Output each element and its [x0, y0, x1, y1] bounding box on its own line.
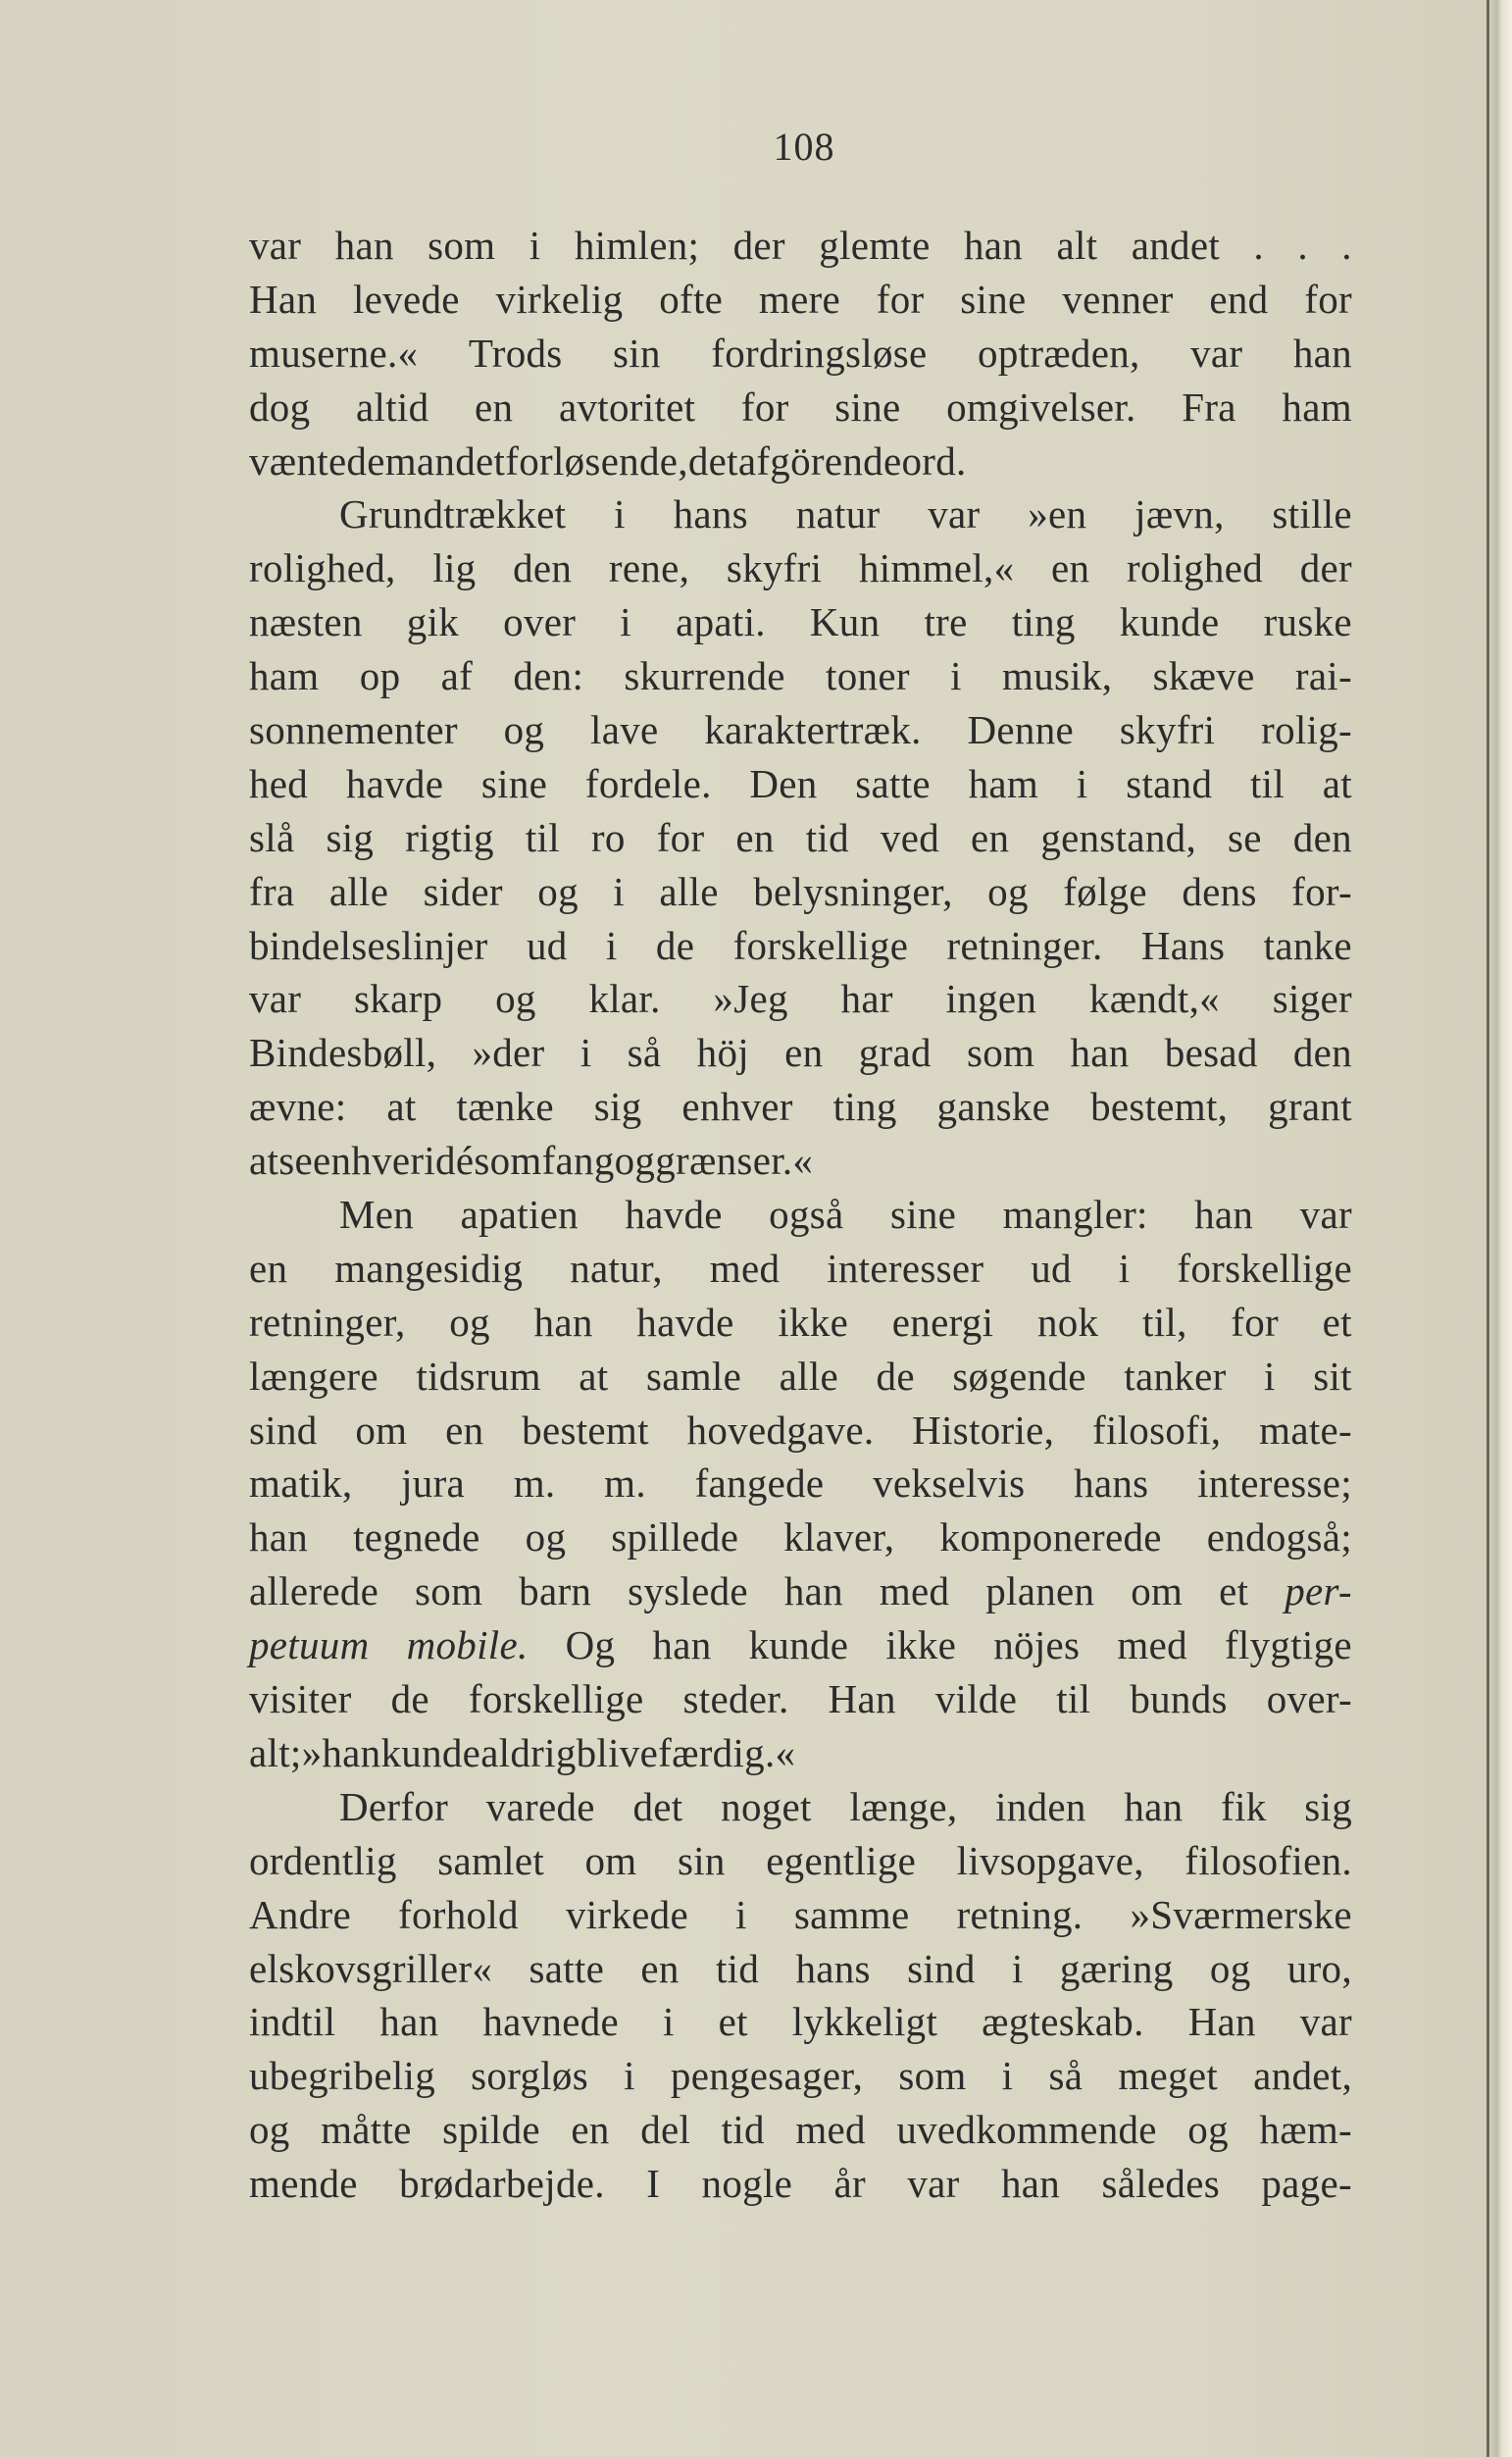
text-line: elskovsgriller« satte en tid hans sind i gæring og uro, [249, 1945, 1352, 1991]
text-line: Han levede virkelig ofte mere for sine venner end for [249, 276, 1352, 322]
text-line: var han som i himlen; der glemte han alt andet . . . [249, 223, 1352, 268]
text-line: længere tidsrum at samle alle de søgende tanker i sit [249, 1353, 1352, 1399]
text-line: Bindesbøll, »der i så höj en grad som han besad den [249, 1030, 1352, 1076]
text-line: alt; »han kunde aldrig blive færdig.« [249, 1729, 796, 1775]
text-line: Grundtrækket i hans natur var »en jævn, stille [339, 491, 1352, 537]
text-line: væntede man det forløsende, det afgörende ord. [249, 437, 967, 484]
text-line: en mangesidig natur, med interesser ud i forskellige [249, 1245, 1352, 1291]
text-line: indtil han havnede i et lykkeligt ægteskab. Han var [249, 1999, 1352, 2045]
text-line: Andre forhold virkede i samme retning. »Sværmerske [249, 1891, 1352, 1937]
text-line: visiter de forskellige steder. Han vilde til bunds over- [249, 1676, 1352, 1722]
text-line: bindelseslinjer ud i de forskellige retninger. Hans tanke [249, 922, 1352, 968]
text-line: matik, jura m. m. fangede vekselvis hans interesse; [249, 1460, 1352, 1507]
text-line: var skarp og klar. »Jeg har ingen kændt,« siger [249, 976, 1352, 1022]
text-line: petuum mobile. Og han kunde ikke nöjes med flygtige [249, 1622, 1352, 1668]
text-line: sind om en bestemt hovedgave. Historie, filosofi, mate- [249, 1407, 1352, 1453]
text-line: ubegribelig sorgløs i pengesager, som i så meget andet, [249, 2053, 1352, 2099]
text-line: han tegnede og spillede klaver, komponerede endogså; [249, 1514, 1352, 1561]
text-line: og måtte spilde en del tid med uvedkommende og hæm- [249, 2107, 1352, 2153]
text-line: ordentlig samlet om sin egentlige livsopgave, filosofien. [249, 1837, 1352, 1883]
text-line: dog altid en avtoritet for sine omgivelser. Fra ham [249, 384, 1352, 430]
text-line: rolighed, lig den rene, skyfri himmel,« en rolighed der [249, 545, 1352, 591]
text-line: muserne.« Trods sin fordringsløse optræden, var han [249, 330, 1352, 376]
text-line: slå sig rigtig til ro for en tid ved en genstand, se den [249, 814, 1352, 860]
text-line: ævne: at tænke sig enhver ting ganske bestemt, grant [249, 1084, 1352, 1130]
text-line: hed havde sine fordele. Den satte ham i stand til at [249, 760, 1352, 806]
text-line: mende brødarbejde. I nogle år var han således page- [249, 2161, 1352, 2207]
page-edge [1490, 0, 1512, 2457]
page-number: 108 [773, 125, 835, 169]
page-gutter-line [1487, 0, 1489, 2457]
body-text [249, 219, 1352, 2211]
text-line: retninger, og han havde ikke energi nok til, for et [249, 1299, 1352, 1345]
text-line: fra alle sider og i alle belysninger, og følge dens for- [249, 868, 1352, 914]
text-line: at se enhver idés omfang og grænser.« [249, 1138, 814, 1184]
text-line: næsten gik over i apati. Kun tre ting kunde ruske [249, 599, 1352, 645]
text-line: sonnementer og lave karaktertræk. Denne skyfri rolig- [249, 707, 1352, 753]
text-line: ham op af den: skurrende toner i musik, skæve rai- [249, 653, 1352, 699]
text-line: Men apatien havde også sine mangler: han var [339, 1192, 1352, 1238]
text-line: allerede som barn syslede han med planen om et per- [249, 1568, 1352, 1614]
text-line: Derfor varede det noget længe, inden han fik sig [339, 1783, 1352, 1829]
